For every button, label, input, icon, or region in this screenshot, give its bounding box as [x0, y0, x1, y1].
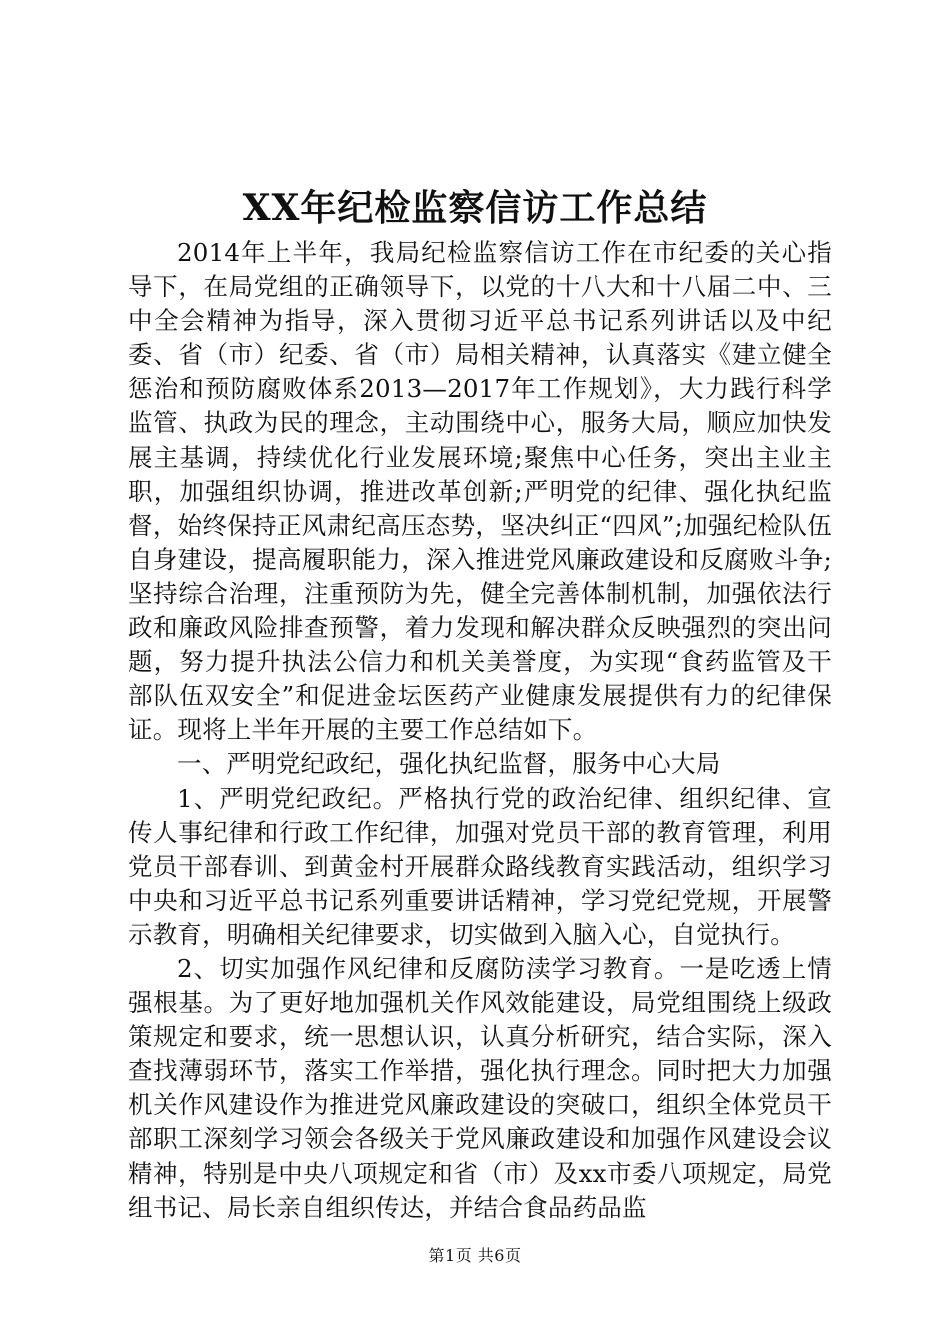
paragraph-item-1: 1、严明党纪政纪。严格执行党的政治纪律、组织纪律、宣传人事纪律和行政工作纪律，加强对党员干部的教育管理，利用党员干部春训、到黄金村开展群众路线教育实践活动，组织学习中央和习近平总书记系列重要讲话精神，学习党纪党规，开展警示教育，明确相关纪律要求，切实做到入脑入心，自觉执行。: [128, 783, 832, 949]
document-body: [128, 236, 832, 1225]
paragraph-intro: 2014年上半年，我局纪检监察信访工作在市纪委的关心指导下，在局党组的正确领导下，以党的十八大和十八届二中、三中全会精神为指导，深入贯彻习近平总书记系列讲话以及中纪委、省（市）纪委、省（市）局相关精神，认真落实《建立健全惩治和预防腐败体系2013—2017年工作规划》，大力践行科学监管、执政为民的理念，主动围绕中心，服务大局，顺应加快发展主基调，持续优化行业发展环境;聚焦中心任务，突出主业主职，加强组织协调，推进改革创新;严明党的纪律、强化执纪监督，始终保持正风肃纪高压态势，坚决纠正“四风”;加强纪检队伍自身建设，提高履职能力，深入推进党风廉政建设和反腐败斗争;坚持综合治理，注重预防为先，健全完善体制机制，加强依法行政和廉政风险排查预警，着力发现和解决群众反映强烈的突出问题，努力提升执法公信力和机关美誉度，为实现“食药监管及干部队伍双安全”和促进金坛医药产业健康发展提供有力的纪律保证。现将上半年开展的主要工作总结如下。: [128, 238, 832, 745]
page-number-footer: 第1页 共6页: [428, 1246, 522, 1265]
document-title: XX年纪检监察信访工作总结: [242, 187, 708, 229]
paragraph-item-2: 2、切实加强作风纪律和反腐防渎学习教育。一是吃透上情强根基。为了更好地加强机关作风效能建设，局党组围绕上级政策规定和要求，统一思想认识，认真分析研究，结合实际，深入查找薄弱环节，落实工作举措，强化执行理念。同时把大力加强机关作风建设作为推进党风廉政建设的突破口，组织全体党员干部职工深刻学习领会各级关于党风廉政建设和加强作风建设会议精神，特别是中央八项规定和省（市）及xx市委八项规定，局党组书记、局长亲自组织传达，并结合食品药品监: [128, 953, 832, 1222]
section-heading-1: 一、严明党纪政纪，强化执纪监督，服务中心大局: [177, 749, 721, 779]
